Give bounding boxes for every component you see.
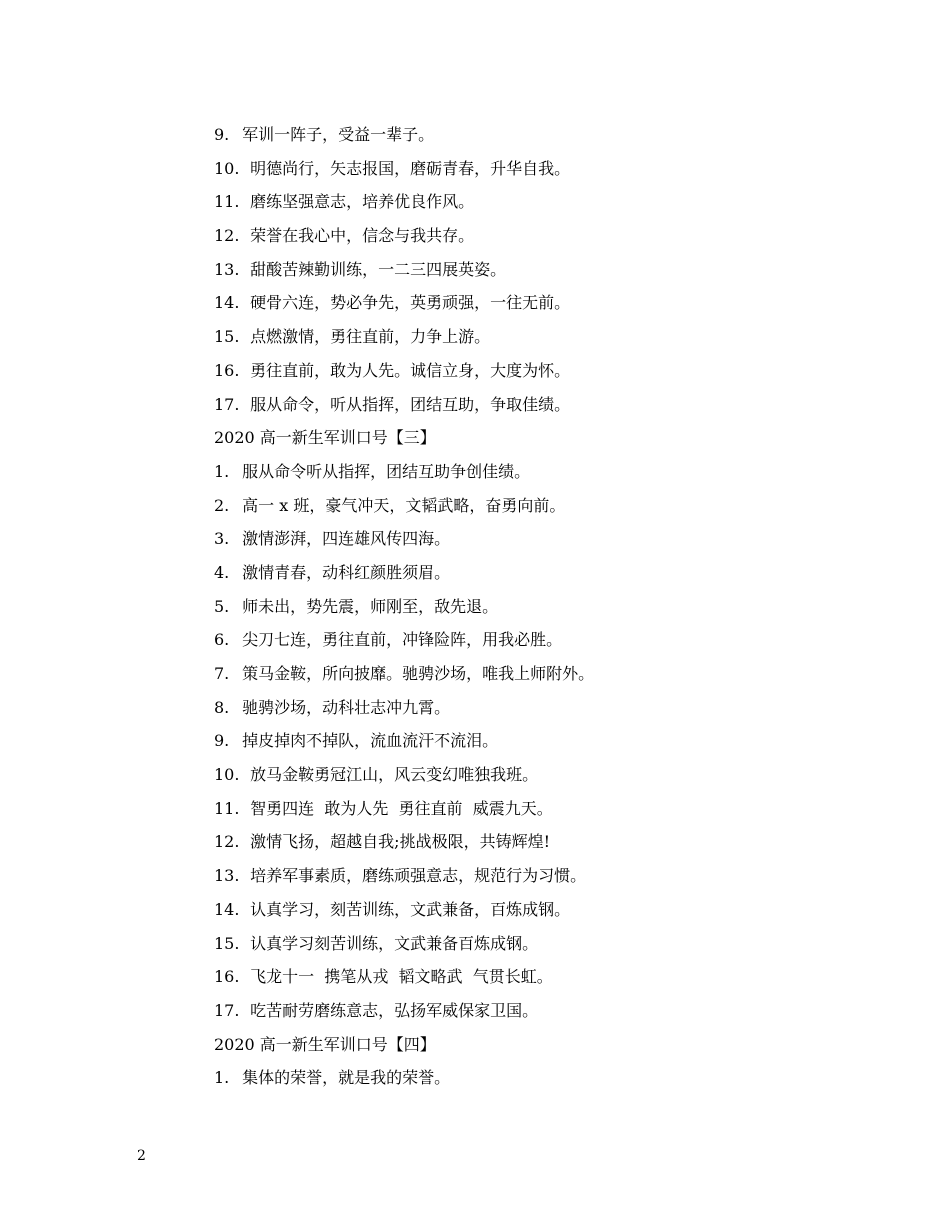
section-heading: 2020 高一新生军训口号【三】 [214, 428, 436, 448]
list-item [214, 185, 914, 219]
list-item-number: 6. [214, 630, 230, 650]
list-item-text: 激情飞扬，超越自我;挑战极限，共铸辉煌! [250, 832, 550, 852]
list-item-text: 飞龙十一 携笔从戎 韬文略武 气贯长虹。 [250, 967, 553, 987]
list-item [214, 825, 914, 859]
list-item-number: 9. [214, 125, 230, 144]
list-item-number: 16. [214, 967, 240, 987]
list-item-number: 5. [214, 596, 230, 616]
list-item [214, 522, 914, 556]
list-item-text: 师未出，势先震，师刚至，敌先退。 [242, 596, 499, 616]
list-item [214, 792, 914, 826]
list-item-number: 1. [214, 461, 230, 481]
list-item-number: 11. [214, 798, 240, 818]
list-item [214, 219, 914, 253]
list-item-text: 磨练坚强意志，培养优良作风。 [250, 192, 475, 212]
list-item-number: 14. [214, 293, 240, 313]
list-item-number: 1. [214, 1068, 230, 1088]
list-item-number: 13. [214, 259, 240, 279]
list-item-text: 激情青春，动科红颜胜须眉。 [242, 562, 451, 582]
list-item-text: 勇往直前，敢为人先。诚信立身，大度为怀。 [250, 360, 571, 380]
list-item [214, 152, 914, 186]
list-item-text: 认真学习，刻苦训练，文武兼备，百炼成钢。 [250, 899, 571, 919]
list-item-number: 11. [214, 192, 240, 212]
list-item [214, 286, 914, 320]
list-item-number: 12. [214, 832, 240, 852]
list-item-text: 驰骋沙场，动科壮志冲九霄。 [242, 697, 451, 717]
list-item-text: 点燃激情，勇往直前，力争上游。 [250, 327, 491, 347]
slogan-list [214, 118, 914, 1095]
list-item-number: 17. [214, 1000, 240, 1020]
list-item [214, 927, 914, 961]
list-item-number: 16. [214, 360, 240, 380]
list-item [214, 859, 914, 893]
list-item [214, 623, 914, 657]
list-item [214, 354, 914, 388]
list-item-number: 4. [214, 562, 230, 582]
list-item [214, 893, 914, 927]
list-item-text: 智勇四连 敢为人先 勇往直前 威震九天。 [250, 798, 553, 818]
list-item-text: 甜酸苦辣勤训练，一二三四展英姿。 [250, 259, 507, 279]
list-item-text: 策马金鞍，所向披靡。驰骋沙场，唯我上师附外。 [242, 664, 595, 683]
list-item-number: 8. [214, 697, 230, 717]
list-item-text: 激情澎湃，四连雄风传四海。 [242, 529, 451, 549]
list-item-number: 13. [214, 866, 240, 886]
list-item [214, 455, 914, 489]
list-item-text: 服从命令，听从指挥，团结互助，争取佳绩。 [250, 394, 571, 414]
list-item [214, 758, 914, 792]
list-item [214, 388, 914, 422]
list-item [214, 556, 914, 590]
list-item-number: 9. [214, 731, 230, 751]
list-item-text: 荣誉在我心中，信念与我共存。 [250, 226, 475, 246]
list-item-number: 3. [214, 529, 230, 549]
list-item [214, 489, 914, 523]
list-item-text: 明德尚行，矢志报国，磨砺青春，升华自我。 [250, 158, 571, 178]
list-item-number: 15. [214, 327, 240, 347]
list-item-number: 12. [214, 226, 240, 246]
list-item [214, 590, 914, 624]
list-item-text: 服从命令听从指挥，团结互助争创佳绩。 [242, 461, 531, 481]
list-item-text: 掉皮掉肉不掉队，流血流汗不流泪。 [242, 731, 499, 751]
section-heading: 2020 高一新生军训口号【四】 [214, 1034, 436, 1054]
list-item [214, 1061, 914, 1095]
list-item [214, 253, 914, 287]
list-item [214, 657, 914, 691]
list-item [214, 960, 914, 994]
list-item-number: 14. [214, 899, 240, 919]
list-item [214, 691, 914, 725]
list-item-number: 10. [214, 158, 240, 178]
list-item [214, 724, 914, 758]
list-item-text: 尖刀七连，勇往直前，冲锋险阵，用我必胜。 [242, 630, 563, 650]
list-item-number: 15. [214, 933, 240, 953]
page-number: 2 [137, 1148, 146, 1164]
list-item-text: 吃苦耐劳磨练意志，弘扬军威保家卫国。 [250, 1000, 539, 1020]
list-item-number: 17. [214, 394, 240, 414]
list-item-number: 7. [214, 664, 230, 683]
list-item-number: 2. [214, 495, 230, 515]
list-item-text: 培养军事素质，磨练顽强意志，规范行为习惯。 [250, 866, 587, 886]
list-item-number: 10. [214, 765, 240, 785]
list-item-text: 军训一阵子，受益一辈子。 [242, 125, 435, 144]
list-item-text: 集体的荣誉，就是我的荣誉。 [242, 1068, 451, 1088]
list-item-text: 硬骨六连，势必争先，英勇顽强，一往无前。 [250, 293, 571, 313]
list-item-text: 认真学习刻苦训练，文武兼备百炼成钢。 [250, 933, 539, 953]
list-item [214, 118, 914, 152]
list-item-text: 放马金鞍勇冠江山，风云变幻唯独我班。 [250, 765, 539, 785]
list-item [214, 994, 914, 1028]
list-item [214, 320, 914, 354]
list-item-text: 高一 x 班，豪气冲天，文韬武略，奋勇向前。 [242, 495, 566, 515]
